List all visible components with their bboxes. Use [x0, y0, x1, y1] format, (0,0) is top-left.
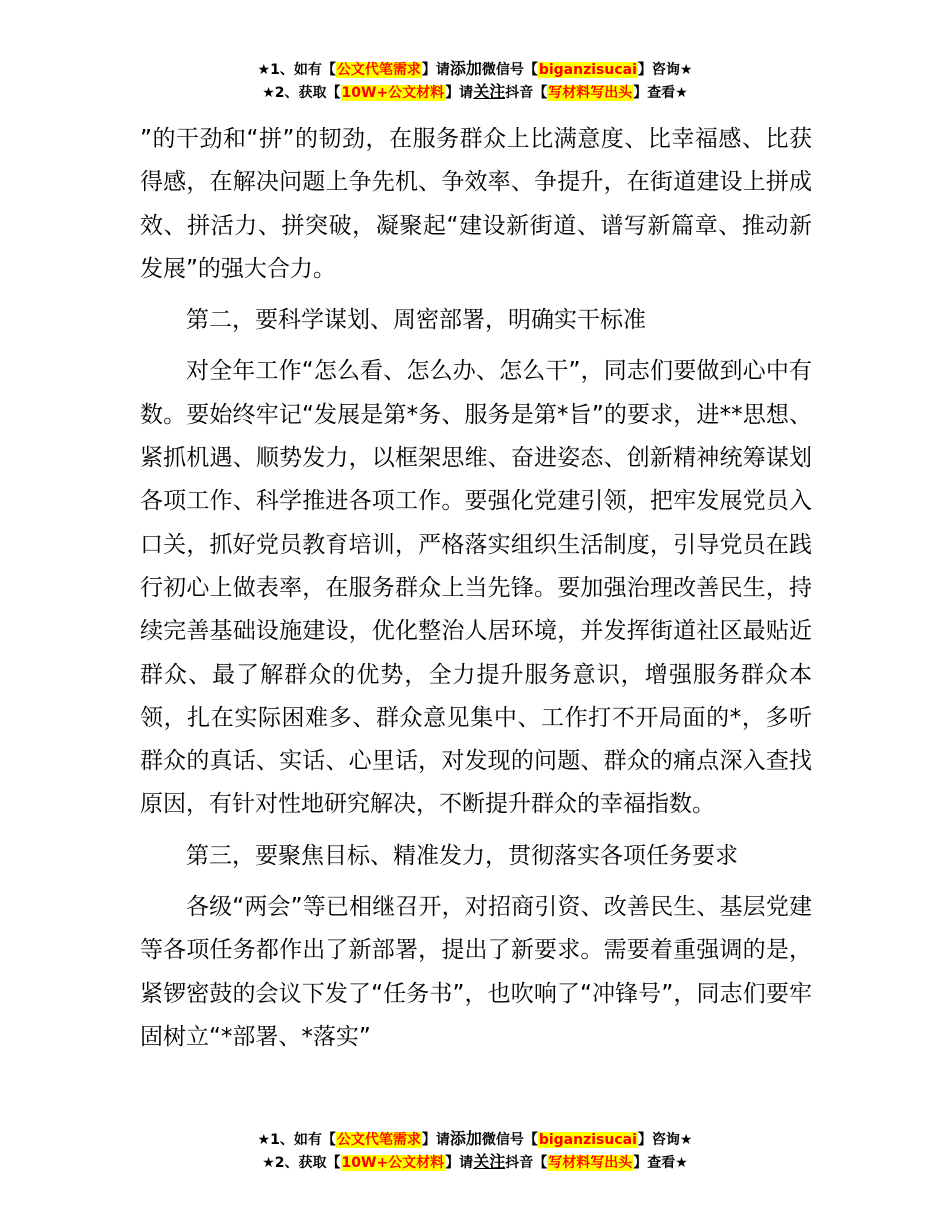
banner-text: 】查看★ — [633, 1155, 688, 1171]
emphasis-follow: 关注 — [473, 82, 506, 101]
highlight-wechat-id: biganzisucai — [538, 1132, 637, 1148]
highlight-service: 公文代笔需求 — [336, 62, 421, 78]
highlight-douyin-id: 写材料写出头 — [548, 85, 633, 101]
banner-text: 抖音【 — [505, 1155, 548, 1171]
banner-line-1 — [0, 58, 950, 81]
banner-text: ★1、如有【 — [257, 1132, 336, 1148]
banner-text: 】请 — [445, 1155, 474, 1171]
paragraph-section-3: 各级“两会”等已相继召开，对招商引资、改善民生、基层党建等各项任务都作出了新部署，提出了新要求。需要着重强调的是，紧锣密鼓的会议下发了“任务书”，也吹响了“冲锋号”，同志们要牢固树立“*部署、*落实” — [140, 894, 812, 1050]
emphasis-follow: 关注 — [473, 1152, 506, 1171]
banner-text: 】请 — [421, 1132, 450, 1148]
banner-text: ★2、获取【 — [262, 85, 341, 101]
header-banner — [0, 58, 950, 104]
highlight-service: 公文代笔需求 — [336, 1132, 421, 1148]
banner-text: 】查看★ — [633, 85, 688, 101]
banner-text: 抖音【 — [505, 85, 548, 101]
banner-text: 微信号【 — [481, 1132, 538, 1148]
banner-text: ★2、获取【 — [262, 1155, 341, 1171]
emphasis-add: 添加 — [449, 1129, 482, 1148]
banner-text: 微信号【 — [481, 62, 538, 78]
highlight-wechat-id: biganzisucai — [538, 62, 637, 78]
emphasis-add: 添加 — [449, 59, 482, 78]
banner-text: ★1、如有【 — [257, 62, 336, 78]
paragraph-section-2: 对全年工作“怎么看、怎么办、怎么干”，同志们要做到心中有数。要始终牢记“发展是第*务、服务是第*旨”的要求，进**思想、紧抓机遇、顺势发力，以框架思维、奋进姿态、创新精神统筹谋划各项工作、科学推进各项工作。要强化党建引领，把牢发展党员入口关，抓好党员教育培训，严格落实组织生活制度，引导党员在践行初心上做表率，在服务群众上当先锋。要加强治理改善民生，持续完善基础设施建设，优化整治人居环境，并发挥街道社区最贴近群众、最了解群众的优势，全力提升服务意识，增强服务群众本领，扎在实际困难多、群众意见集中、工作打不开局面的*，多听群众的真话、实话、心里话，对发现的问题、群众的痛点深入查找原因，有针对性地研究解决，不断提升群众的幸福指数。 — [140, 358, 812, 818]
highlight-materials: 10W+公文材料 — [341, 85, 445, 101]
banner-text: 】请 — [445, 85, 474, 101]
highlight-materials: 10W+公文材料 — [341, 1155, 445, 1171]
document-body — [140, 118, 812, 1067]
banner-line-2 — [0, 1151, 950, 1174]
section-heading-2: 第二，要科学谋划、周密部署，明确实干标准 — [186, 307, 646, 334]
banner-text: 】请 — [421, 62, 450, 78]
paragraph-continuation: ”的干劲和“拼”的韧劲，在服务群众上比满意度、比幸福感、比获得感，在解决问题上争先机、争效率、争提升，在街道建设上拼成效、拼活力、拼突破，凝聚起“建设新街道、谱写新篇章、推动新发展”的强大合力。 — [140, 126, 812, 282]
banner-line-1 — [0, 1128, 950, 1151]
banner-text: 】咨询★ — [637, 62, 693, 78]
section-heading-3: 第三，要聚焦目标、精准发力，贯彻落实各项任务要求 — [186, 842, 738, 869]
footer-banner — [0, 1128, 950, 1174]
banner-line-2 — [0, 81, 950, 104]
banner-text: 】咨询★ — [637, 1132, 693, 1148]
highlight-douyin-id: 写材料写出头 — [548, 1155, 633, 1171]
